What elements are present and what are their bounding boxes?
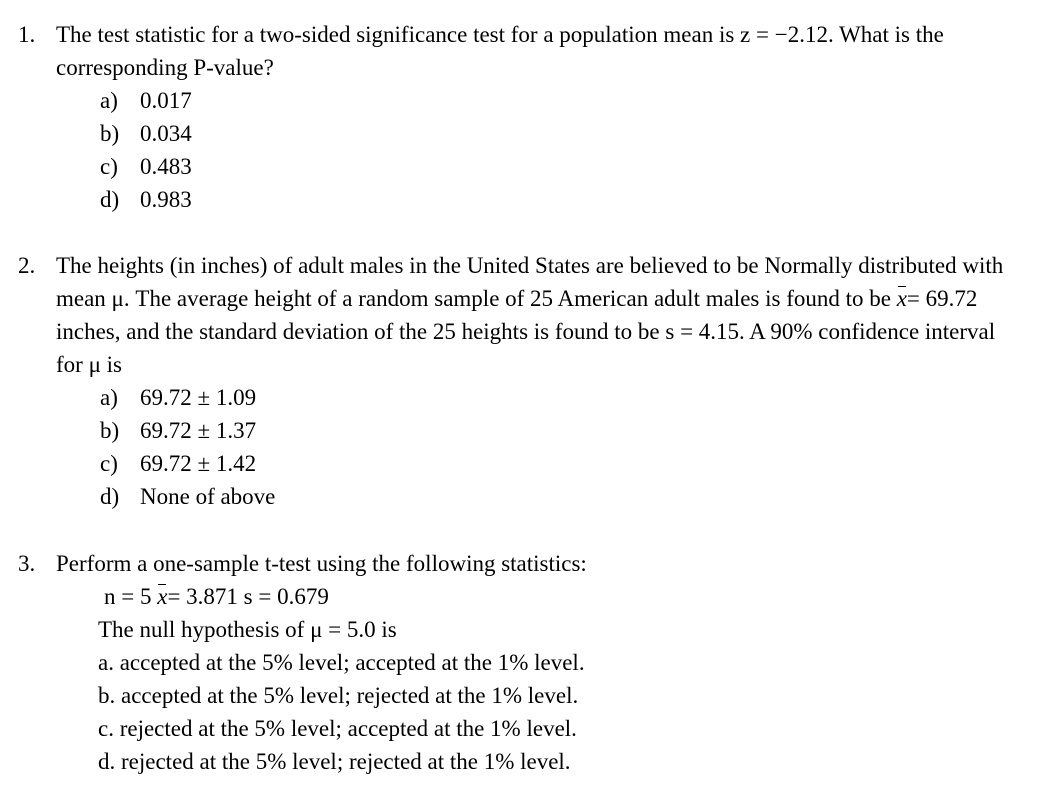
option-label: c) [100, 154, 118, 179]
stats-rest: = 3.871 s = 0.679 [167, 584, 329, 609]
option-text: 69.72 ± 1.42 [140, 451, 257, 476]
question-text: The test statistic for a two-sided significance test for a population mean is z = −2.12. What is the corresponding P-value? [56, 22, 944, 80]
option-label: c) [100, 451, 118, 476]
option-text: 0.017 [140, 88, 192, 113]
answer-option-a [100, 84, 1023, 117]
answer-option-d: d. rejected at the 5% level; rejected at the 1% level. [98, 749, 571, 774]
question-number: 2. [18, 253, 36, 278]
option-text: 0.983 [140, 187, 192, 212]
option-label: b) [100, 121, 120, 146]
answer-option-c [100, 150, 1023, 183]
answer-option-b [100, 414, 1023, 447]
option-text: 69.72 ± 1.37 [140, 418, 257, 443]
question-text-part-2: = 69.72 inches, and the standard deviation of the 25 heights is found to be s = 4.15. A 90% confidence interval for μ is [56, 286, 996, 377]
option-text: 69.72 ± 1.09 [140, 385, 257, 410]
question-text [56, 249, 1023, 381]
answer-options [100, 381, 1023, 513]
answer-option-b [100, 117, 1023, 150]
question-2 [18, 249, 1023, 513]
question-1 [18, 18, 1023, 216]
answer-option-c: c. rejected at the 5% level; accepted at the 1% level. [98, 716, 577, 741]
x-bar-symbol: x [157, 580, 167, 613]
question-number: 3. [18, 551, 36, 576]
option-label: a) [100, 88, 118, 113]
option-label: b) [100, 418, 120, 443]
answer-option-d [100, 480, 1023, 513]
statistics-line [104, 580, 1023, 613]
question-text: Perform a one-sample t-test using the following statistics: [56, 551, 587, 576]
answer-option-a [100, 381, 1023, 414]
answer-options [100, 84, 1023, 216]
question-text-part-1: The heights (in inches) of adult males in the United States are believed to be Normally distributed with mean μ. The average height of a random sample of 25 American adult males is found to be [56, 253, 1004, 311]
question-number: 1. [18, 22, 36, 47]
answer-option-d [100, 183, 1023, 216]
question-3 [18, 547, 1023, 778]
answer-option-a: a. accepted at the 5% level; accepted at the 1% level. [98, 650, 585, 675]
option-text: 0.483 [140, 154, 192, 179]
option-label: a) [100, 385, 118, 410]
stats-n: n = 5 [104, 584, 152, 609]
option-text: 0.034 [140, 121, 192, 146]
answer-option-b: b. accepted at the 5% level; rejected at the 1% level. [98, 683, 579, 708]
option-label: d) [100, 484, 120, 509]
option-text: None of above [140, 484, 276, 509]
option-label: d) [100, 187, 120, 212]
hypothesis-text: The null hypothesis of μ = 5.0 is [98, 617, 397, 642]
x-bar-symbol: x [897, 282, 907, 315]
answer-option-c [100, 447, 1023, 480]
